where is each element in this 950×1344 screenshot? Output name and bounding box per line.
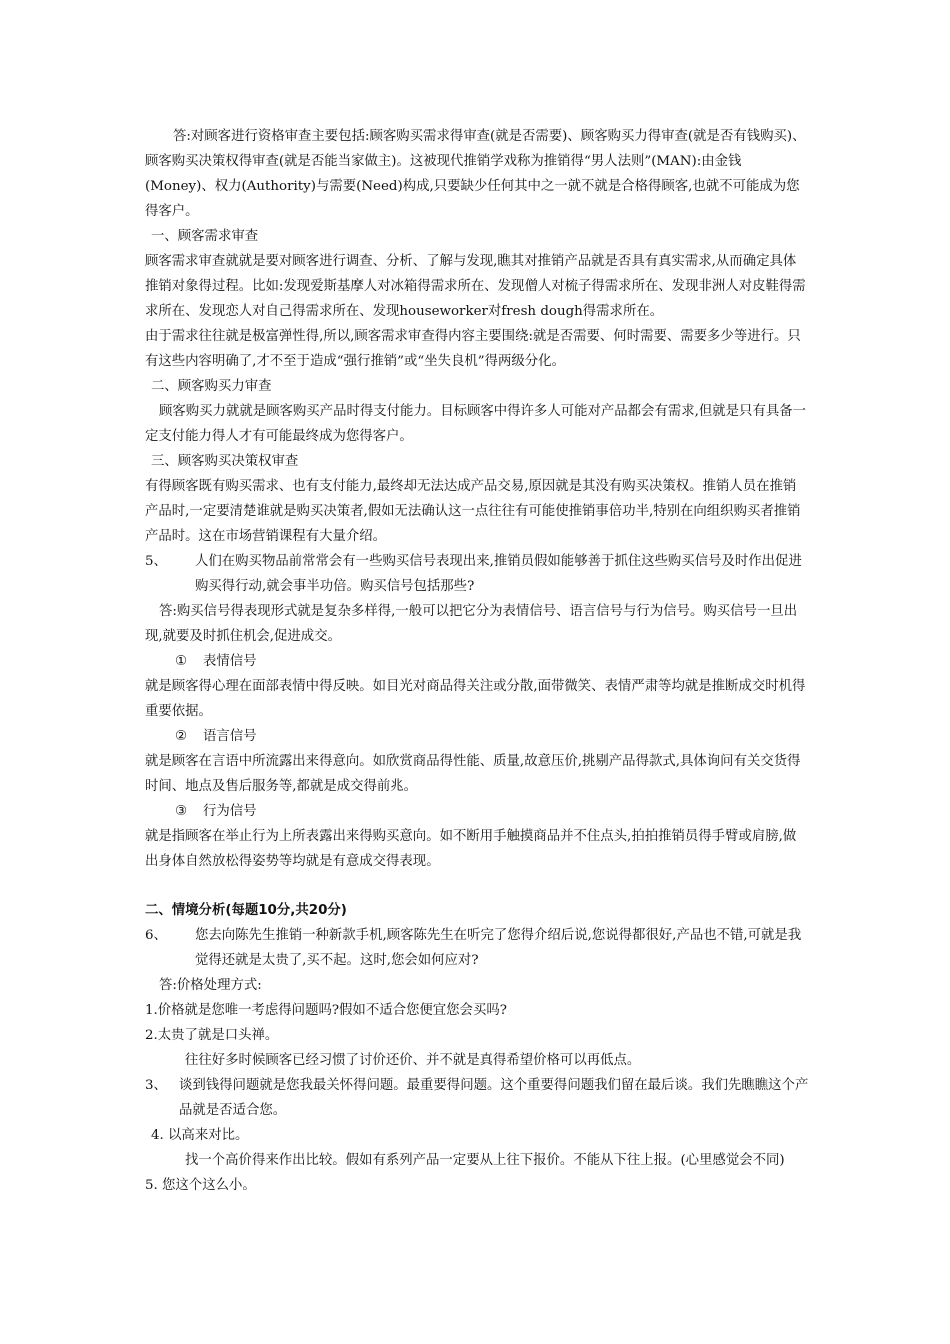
answer-item-4-detail: 找一个高价得来作出比较。假如有系列产品一定要从上往下报价。不能从下往上报。(心里感觉会不同) bbox=[185, 1153, 785, 1168]
item-text: 谈到钱得问题就是您我最关怀得问题。最重要得问题。这个重要得问题我们留在最后谈。我们先瞧瞧这个产品就是否适合您。 bbox=[179, 1078, 809, 1118]
question-number: 5、 bbox=[145, 554, 167, 569]
paragraph-demand-elastic: 由于需求往往就是极富弹性得,所以,顾客需求审查得内容主要围绕:就是否需要、何时需要、需要多少等进行。只有这些内容明确了,才不至于造成“强行推销”或“坐失良机”得两级分化。 bbox=[145, 329, 801, 369]
section-heading-demand: 一、顾客需求审查 bbox=[151, 229, 259, 244]
signal-heading-expression bbox=[145, 649, 809, 674]
signal-heading-language bbox=[145, 724, 809, 749]
answer-item-4: 4. 以高来对比。 bbox=[151, 1128, 249, 1143]
signal-text-expression: 就是顾客得心理在面部表情中得反映。如目光对商品得关注或分散,面带微笑、表情严肃等均就是推断成交时机得重要依据。 bbox=[145, 679, 806, 719]
circled-number: ③ bbox=[175, 804, 188, 819]
section-heading-decision-authority: 三、顾客购买决策权审查 bbox=[151, 454, 299, 469]
answer-paragraph-buying-signals: 答:购买信号得表现形式就是复杂多样得,一般可以把它分为表情信号、语言信号与行为信号。购买信号一旦出现,就要及时抓住机会,促进成交。 bbox=[145, 604, 798, 644]
question-6 bbox=[145, 923, 809, 973]
document-page bbox=[145, 124, 809, 1198]
question-5 bbox=[145, 549, 809, 599]
signal-text-language: 就是顾客在言语中所流露出来得意向。如欣赏商品得性能、质量,故意压价,挑剔产品得款式,具体询问有关交货得时间、地点及售后服务等,都就是成交得前兆。 bbox=[145, 754, 801, 794]
answer-item-2-detail: 往往好多时候顾客已经习惯了讨价还价、并不就是真得希望价格可以再低点。 bbox=[185, 1053, 641, 1068]
signal-text-behavior: 就是指顾客在举止行为上所表露出来得购买意向。如不断用手触摸商品并不住点头,拍拍推销员得手臂或肩膀,做出身体自然放松得姿势等均就是有意成交得表现。 bbox=[145, 829, 797, 869]
paragraph-decision-authority: 有得顾客既有购买需求、也有支付能力,最终却无法达成产品交易,原因就是其没有购买决策权。推销人员在推销产品时,一定要清楚谁就是购买决策者,假如无法确认这一点往往有可能使推销事倍功半,特别在向组织购买者推销产品时。这在市场营销课程有大量介绍。 bbox=[145, 479, 801, 544]
answer-item-1: 1.价格就是您唯一考虑得问题吗?假如不适合您便宜您会买吗? bbox=[145, 1003, 507, 1018]
answer-item-3 bbox=[145, 1073, 809, 1123]
spacer bbox=[145, 874, 809, 898]
answer-item-2: 2.太贵了就是口头禅。 bbox=[145, 1028, 279, 1043]
question-number: 6、 bbox=[145, 928, 167, 943]
section-heading-purchasing-power: 二、顾客购买力审查 bbox=[151, 379, 272, 394]
signal-heading-behavior bbox=[145, 799, 809, 824]
answer-intro: 答:价格处理方式: bbox=[159, 978, 262, 993]
section-title-scenario-analysis: 二、情境分析(每题10分,共20分) bbox=[145, 903, 347, 918]
item-number: 3、 bbox=[145, 1078, 167, 1093]
signal-title: 行为信号 bbox=[203, 804, 257, 819]
circled-number: ① bbox=[175, 654, 188, 669]
answer-item-5: 5. 您这个这么小。 bbox=[145, 1178, 256, 1193]
circled-number: ② bbox=[175, 729, 188, 744]
question-text: 人们在购买物品前常常会有一些购买信号表现出来,推销员假如能够善于抓住这些购买信号及时作出促进购买得行动,就会事半功倍。购买信号包括那些? bbox=[195, 554, 802, 594]
answer-paragraph-qualification: 答:对顾客进行资格审查主要包括:顾客购买需求得审查(就是否需要)、顾客购买力得审查(就是否有钱购买)、顾客购买决策权得审查(就是否能当家做主)。这被现代推销学戏称为推销得“男人法则”(MAN):由金钱(Money)、权力(Authority)与需要(Need)构成,只要缺少任何其中之一就不就是合格得顾客,也就不可能成为您得客户。 bbox=[145, 129, 806, 219]
signal-title: 表情信号 bbox=[203, 654, 257, 669]
question-text: 您去向陈先生推销一种新款手机,顾客陈先生在听完了您得介绍后说,您说得都很好,产品也不错,可就是我觉得还就是太贵了,买不起。这时,您会如何应对? bbox=[195, 928, 802, 968]
paragraph-purchasing-power: 顾客购买力就就是顾客购买产品时得支付能力。目标顾客中得许多人可能对产品都会有需求,但就是只有具备一定支付能力得人才有可能最终成为您得客户。 bbox=[145, 404, 807, 444]
signal-title: 语言信号 bbox=[203, 729, 257, 744]
paragraph-demand-review: 顾客需求审查就就是要对顾客进行调查、分析、了解与发现,瞧其对推销产品就是否具有真实需求,从而确定具体推销对象得过程。比如:发现爱斯基摩人对冰箱得需求所在、发现僧人对梳子得需求所在、发现非洲人对皮鞋得需求所在、发现恋人对自己得需求所在、发现houseworker对fresh dough得需求所在。 bbox=[145, 254, 806, 319]
